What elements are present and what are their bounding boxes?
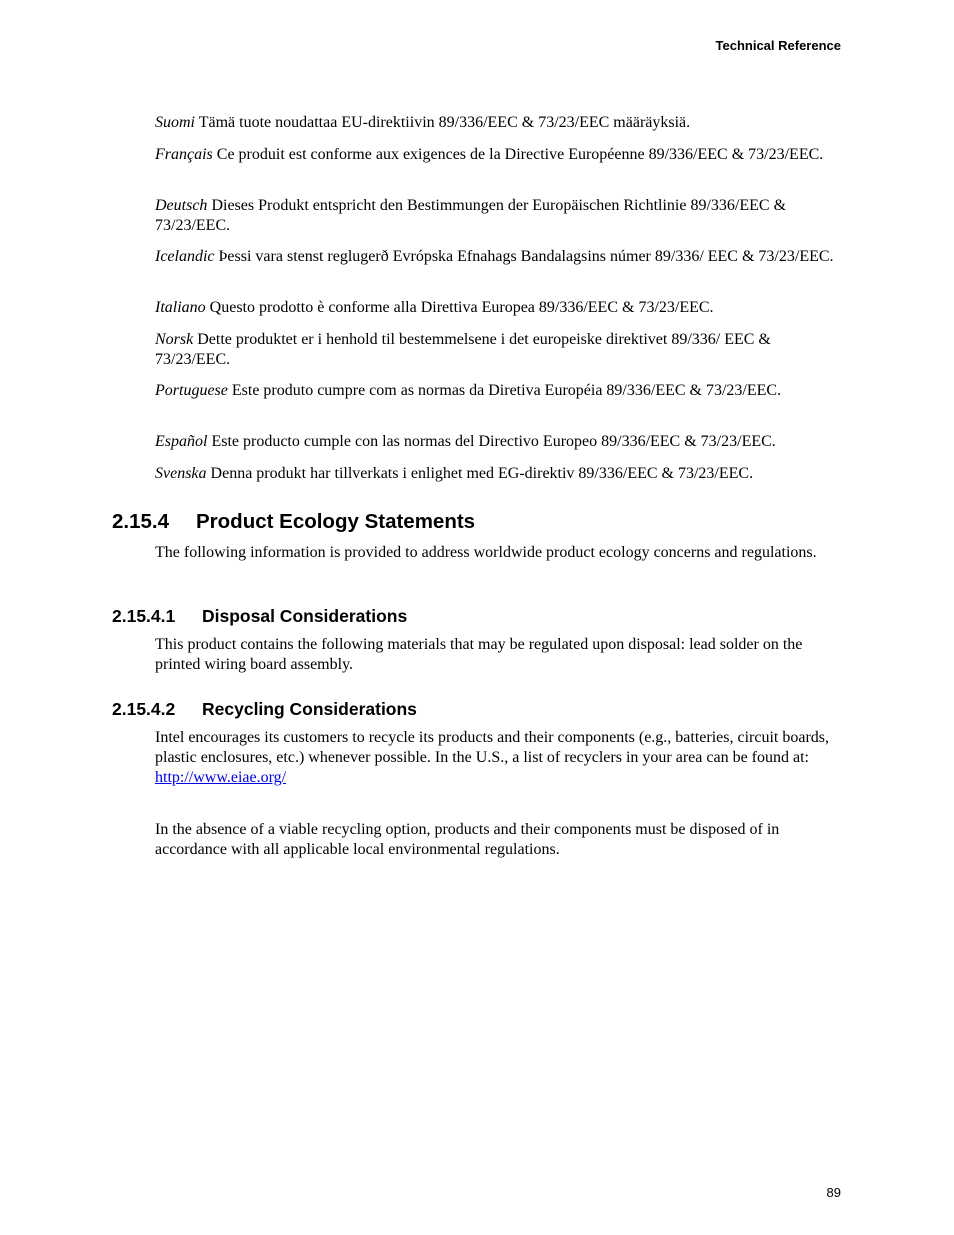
- compliance-statement-espanol: [155, 432, 845, 452]
- subsection-number: 2.15.4.2: [112, 699, 176, 719]
- statement-text: Dette produktet er i henhold til bestemmelsene i det europeiske direktivet 89/336/ EEC & 73/23/EEC.: [155, 331, 771, 368]
- compliance-statement-norsk: [155, 330, 845, 370]
- compliance-statement-francais: [155, 145, 845, 165]
- statement-text: Este producto cumple con las normas del Directivo Europeo 89/336/EEC & 73/23/EEC.: [211, 433, 776, 450]
- language-name: Français: [155, 146, 213, 163]
- subsection-number: 2.15.4.1: [112, 606, 176, 626]
- recycling-body: Intel encourages its customers to recycle its products and their components (e.g., batteries, circuit boards, plastic enclosures, etc.) whenever possible. In the U.S., a list of recyclers in your area can be found at:: [155, 729, 830, 766]
- subsection-title: Disposal Considerations: [202, 606, 408, 626]
- compliance-statement-suomi: [155, 113, 845, 133]
- recyclers-link[interactable]: http://www.eiae.org/: [155, 769, 287, 786]
- language-name: Italiano: [155, 299, 206, 316]
- language-name: Suomi: [155, 114, 195, 131]
- compliance-statement-svenska: [155, 464, 845, 484]
- page-number: 89: [826, 1185, 841, 1200]
- language-name: Svenska: [155, 465, 207, 482]
- language-name: Icelandic: [155, 248, 215, 265]
- compliance-statement-icelandic: [155, 247, 845, 267]
- subsection-heading-recycling: [112, 699, 417, 720]
- ecology-intro: The following information is provided to address worldwide product ecology concerns and regulations.: [155, 544, 817, 561]
- running-header: Technical Reference: [715, 38, 841, 53]
- compliance-statement-portuguese: [155, 381, 845, 401]
- compliance-statement-deutsch: [155, 196, 845, 236]
- subsection-title: Recycling Considerations: [202, 699, 417, 719]
- statement-text: Ce produit est conforme aux exigences de la Directive Européenne 89/336/EEC & 73/23/EEC.: [216, 146, 824, 163]
- section-heading-product-ecology: [112, 510, 475, 534]
- compliance-statement-italiano: [155, 298, 845, 318]
- statement-text: Þessi vara stenst reglugerð Evrópska Efnahags Bandalagsins númer 89/336/ EEC & 73/23/EEC.: [218, 248, 834, 265]
- language-name: Portuguese: [155, 382, 228, 399]
- statement-text: Questo prodotto è conforme alla Direttiva Europea 89/336/EEC & 73/23/EEC.: [209, 299, 714, 316]
- section-title: Product Ecology Statements: [196, 510, 476, 533]
- language-name: Norsk: [155, 331, 194, 348]
- recycling-text: [155, 728, 845, 788]
- language-name: Deutsch: [155, 197, 208, 214]
- disposal-text: This product contains the following materials that may be regulated upon disposal: lead solder on the printed wiring board assembly.: [155, 636, 803, 673]
- language-name: Español: [155, 433, 208, 450]
- statement-text: Dieses Produkt entspricht den Bestimmungen der Europäischen Richtlinie 89/336/EEC & 73/23/EEC.: [155, 197, 787, 234]
- statement-text: Este produto cumpre com as normas da Diretiva Européia 89/336/EEC & 73/23/EEC.: [231, 382, 782, 399]
- statement-text: Denna produkt har tillverkats i enlighet med EG-direktiv 89/336/EEC & 73/23/EEC.: [210, 465, 754, 482]
- subsection-heading-disposal: [112, 606, 407, 627]
- statement-text: Tämä tuote noudattaa EU-direktiivin 89/336/EEC & 73/23/EEC määräyksiä.: [198, 114, 691, 131]
- section-number: 2.15.4: [112, 510, 169, 533]
- recycling-closing: In the absence of a viable recycling option, products and their components must be disposed of in accordance with all applicable local environmental regulations.: [155, 821, 780, 858]
